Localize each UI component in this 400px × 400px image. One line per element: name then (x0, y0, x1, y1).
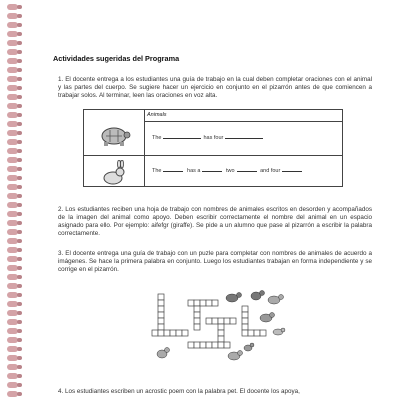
spiral-ring (7, 49, 18, 55)
row-1-blank-2 (225, 138, 263, 139)
spiral-ring (7, 175, 18, 181)
spiral-ring (7, 229, 18, 235)
spiral-ring (7, 157, 18, 163)
spiral-ring (7, 364, 18, 370)
crossword-puzzle (148, 288, 298, 366)
spiral-ring (7, 211, 18, 217)
row-2-part-3: two (226, 168, 235, 174)
row-1-start: The (152, 135, 162, 141)
spiral-ring (7, 391, 18, 397)
table-row-1-text (152, 135, 265, 141)
spiral-ring (7, 85, 18, 91)
spiral-ring (7, 193, 18, 199)
spiral-ring (7, 130, 18, 136)
document-page (28, 0, 400, 400)
row-1-middle: has four (203, 135, 224, 141)
spiral-ring (7, 148, 18, 154)
activity-4-text: 4. Los estudiantes escriben un acrostic poem con la palabra pet. El docente los apoya, (58, 388, 300, 395)
spiral-ring (7, 337, 18, 343)
spiral-ring (7, 328, 18, 334)
spiral-ring (7, 346, 18, 352)
row-2-blank-3 (237, 171, 257, 172)
turtle-icon (96, 122, 132, 148)
row-2-blank-4 (282, 171, 302, 172)
spiral-ring (7, 22, 18, 28)
activity-3-text: 3. El docente entrega una guía de trabajo con un puzle para completar con nombres de animales de acuerdo a imágenes. Se hace la primera palabra en conjunto. Luego los estudiantes trabajan en forma independiente y se corrige en el pizarrón. (58, 250, 372, 274)
spiral-ring (7, 256, 18, 262)
spiral-ring (7, 247, 18, 253)
spiral-binding (0, 0, 26, 400)
spiral-ring (7, 310, 18, 316)
row-2-part-2: has a (187, 168, 201, 174)
spiral-ring (7, 283, 18, 289)
spiral-ring (7, 265, 18, 271)
page-title: Actividades sugeridas del Programa (53, 54, 180, 63)
spiral-ring (7, 220, 18, 226)
spiral-ring (7, 301, 18, 307)
spiral-ring (7, 166, 18, 172)
table-row-divider (84, 155, 342, 156)
row-2-start: The (152, 168, 162, 174)
spiral-ring (7, 202, 18, 208)
spiral-ring (7, 238, 18, 244)
table-header: Animals (144, 110, 342, 122)
spiral-ring (7, 76, 18, 82)
spiral-ring (7, 40, 18, 46)
spiral-ring (7, 13, 18, 19)
spiral-ring (7, 382, 18, 388)
spiral-ring (7, 355, 18, 361)
spiral-ring (7, 373, 18, 379)
spiral-ring (7, 274, 18, 280)
spiral-ring (7, 121, 18, 127)
spiral-ring (7, 58, 18, 64)
activity-2-text: 2. Los estudiantes reciben una hoja de trabajo con nombres de animales escritos en desorden y acompañados de la imagen del animal como apoyo. Deben escribir correctamente el nombre del animal en un espacio asignado para ello. Por ejemplo: aifefgr (giraffe). Se pide a un alumno que pase al pizarrón a escribir la palabra correctamente. (58, 206, 372, 238)
spiral-ring (7, 103, 18, 109)
row-2-blank-1 (163, 171, 183, 172)
spiral-ring (7, 67, 18, 73)
spiral-ring (7, 292, 18, 298)
animals-table (83, 109, 343, 187)
spiral-ring (7, 184, 18, 190)
row-1-blank-1 (163, 138, 201, 139)
spiral-ring (7, 112, 18, 118)
table-row-2-text (152, 168, 304, 174)
row-2-part-4: and four (260, 168, 281, 174)
spiral-ring (7, 94, 18, 100)
rabbit-icon (98, 160, 130, 186)
activity-1-text: 1. El docente entrega a los estudiantes una guía de trabajo en la cual deben completar oraciones con el animal y las partes del cuerpo. Se sugiere hacer un ejercicio en conjunto en el pizarrón antes de que comiencen a trabajar solos. Al terminar, leen las oraciones en voz alta. (58, 76, 372, 100)
spiral-ring (7, 319, 18, 325)
spiral-ring (7, 31, 18, 37)
spiral-ring (7, 4, 18, 10)
row-2-blank-2 (202, 171, 222, 172)
spiral-ring (7, 139, 18, 145)
